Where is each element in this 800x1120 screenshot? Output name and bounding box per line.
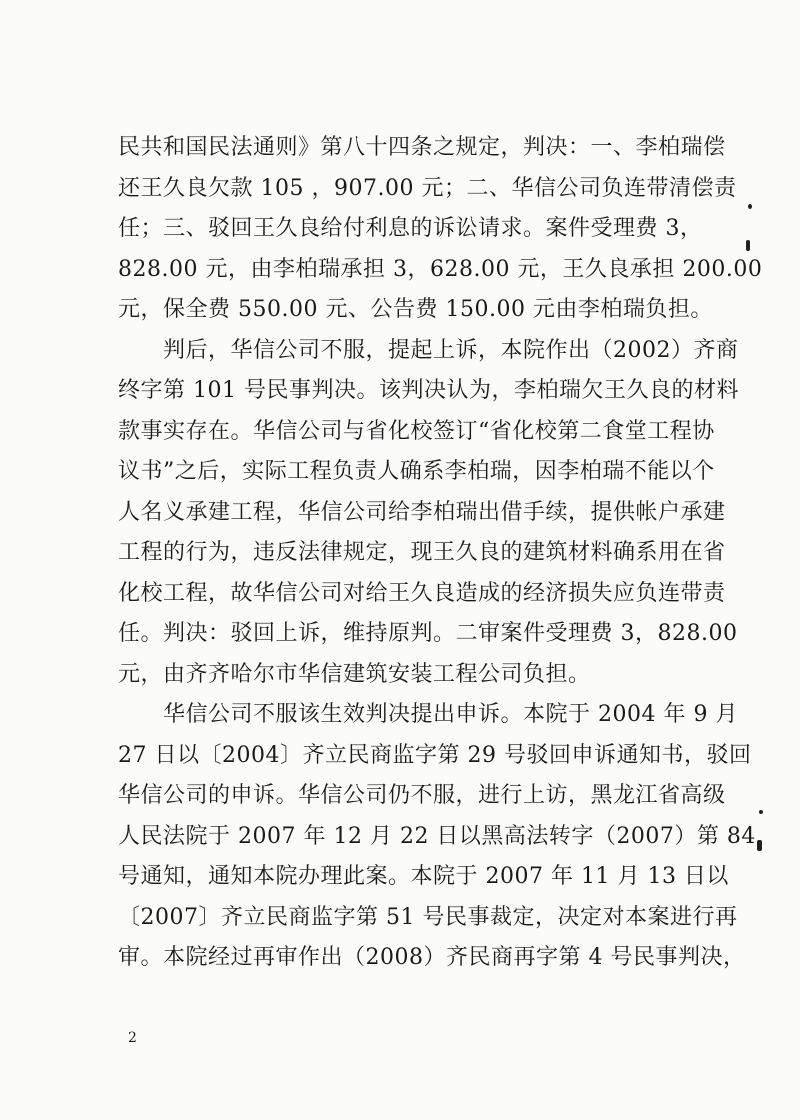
page-number: 2 — [128, 1030, 137, 1046]
text-line: 民共和国民法通则》第八十四条之规定，判决：一、李柏瑞偿 — [118, 135, 726, 160]
text-line: 828.00 元，由李柏瑞承担 3，628.00 元，王久良承担 200.00 — [118, 256, 763, 282]
text-line: 终字第 101 号民事判决。该判决认为，李柏瑞欠王久良的材料 — [118, 378, 739, 403]
text-line: 号通知，通知本院办理此案。本院于 2007 年 11 月 13 日以 — [118, 864, 729, 889]
text-line: 27 日以〔2004〕齐立民商监字第 29 号驳回申诉通知书，驳回 — [118, 742, 752, 768]
scan-speck — [757, 840, 762, 851]
text-line: 华信公司不服该生效判决提出申诉。本院于 2004 年 9 月 — [118, 702, 738, 727]
scan-speck — [759, 810, 763, 814]
text-line: 人名义承建工程，华信公司给李柏瑞出借手续，提供帐户承建 — [118, 499, 726, 525]
text-line: 〔2007〕齐立民商监字第 51 号民事裁定，决定对本案进行再 — [118, 904, 738, 930]
document-body — [118, 128, 763, 979]
text-line: 华信公司的申诉。华信公司仍不服，进行上访，黑龙江省高级 — [118, 783, 726, 808]
text-line: 审。本院经过再审作出（2008）齐民商再字第 4 号民事判决， — [118, 945, 746, 970]
scan-speck — [748, 204, 752, 209]
text-line: 判后，华信公司不服，提起上诉，本院作出（2002）齐商 — [118, 337, 739, 363]
text-line: 元，由齐齐哈尔市华信建筑安装工程公司负担。 — [118, 661, 591, 687]
text-line: 工程的行为，违反法律规定，现王久良的建筑材料确系用在省 — [118, 540, 726, 565]
text-line: 化校工程，故华信公司对给王久良造成的经济损失应负连带责 — [118, 580, 726, 606]
text-line: 任。判决：驳回上诉，维持原判。二审案件受理费 3，828.00 — [118, 621, 738, 646]
text-line: 议书”之后，实际工程负责人确系李柏瑞，因李柏瑞不能以个 — [118, 459, 715, 484]
text-line: 任；三、驳回王久良给付利息的诉讼请求。案件受理费 3， — [118, 216, 703, 241]
text-line: 款事实存在。华信公司与省化校签订“省化校第二食堂工程协 — [118, 418, 715, 444]
text-line: 人民法院于 2007 年 12 月 22 日以黑高法转字（2007）第 84 — [118, 823, 756, 849]
text-line: 元，保全费 550.00 元、公告费 150.00 元由李柏瑞负担。 — [118, 297, 713, 322]
scan-speck — [746, 240, 750, 251]
text-line: 还王久良欠款 105 ，907.00 元；二、华信公司负连带清偿责 — [118, 175, 737, 201]
